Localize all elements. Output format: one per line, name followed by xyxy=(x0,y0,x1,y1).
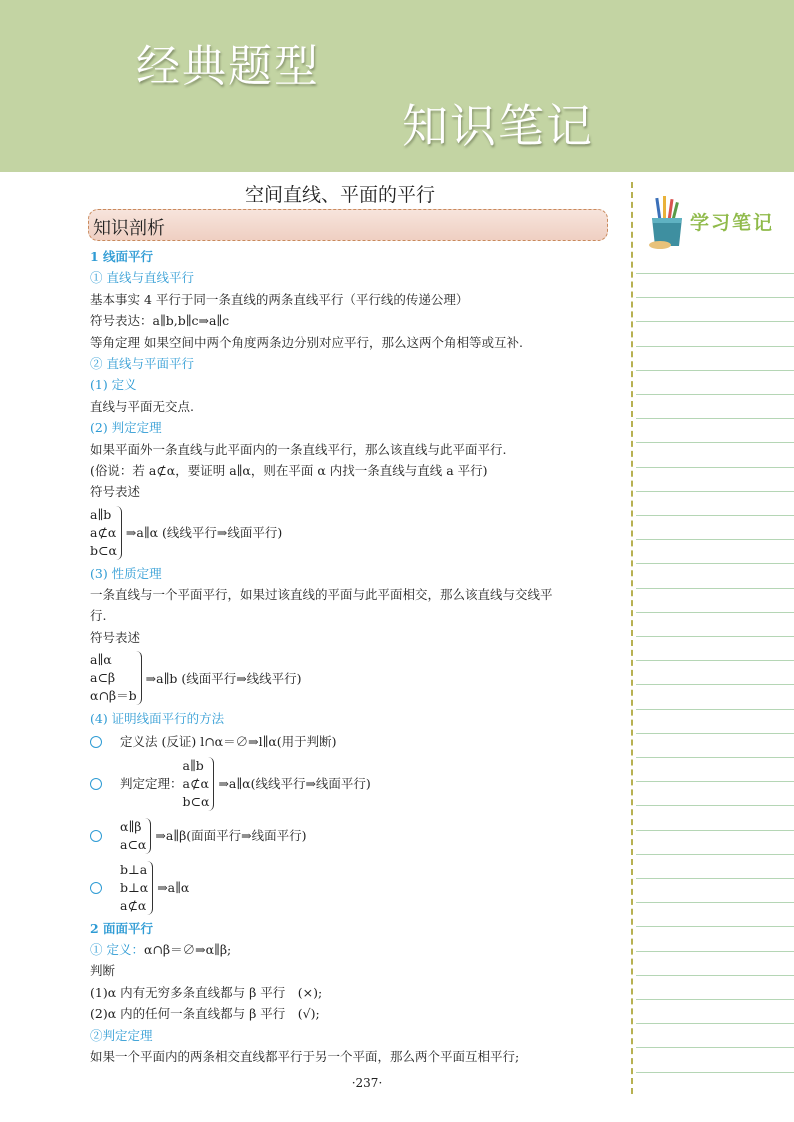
formula-conclusion: ⇒a∥α(线线平行⇒线面平行) xyxy=(218,775,371,791)
formula-line: b⊂α xyxy=(90,542,117,558)
note-line xyxy=(636,781,794,782)
note-line xyxy=(636,733,794,734)
note-line xyxy=(636,878,794,879)
subheading-line-plane: ② 直线与平面平行 xyxy=(90,355,194,371)
formula-conclusion: ⇒a∥b (线面平行⇒线线平行) xyxy=(145,670,302,686)
formula-line: α∥β xyxy=(120,818,142,834)
note-line xyxy=(636,539,794,540)
circle-bullet-icon xyxy=(90,882,102,894)
note-line xyxy=(636,346,794,347)
note-line xyxy=(636,394,794,395)
text-plane-definition xyxy=(90,939,610,960)
note-line xyxy=(636,975,794,976)
formula-line: a⊂β xyxy=(90,670,116,686)
subheading-line-line: ① 直线与直线平行 xyxy=(90,270,194,286)
note-line xyxy=(636,1047,794,1048)
note-line xyxy=(636,684,794,685)
text-judge-1: (1)α 内有无穷多条直线都与 β 平行 (×); xyxy=(90,984,323,1000)
method-row-4 xyxy=(90,858,610,918)
text-property: 一条直线与一个平面平行，如果过该直线的平面与此平面相交，那么该直线与交线平 xyxy=(90,587,553,603)
formula-line: a⊂α xyxy=(120,836,147,852)
note-line xyxy=(636,854,794,855)
header-banner xyxy=(0,0,794,172)
circle-bullet-icon xyxy=(90,830,102,842)
text-equal-angle-theorem: 等角定理 如果空间中两个角度两条边分别对应平行，那么这两个角相等或互补. xyxy=(90,334,523,350)
formula-line: a∥b xyxy=(182,757,204,773)
circle-bullet-icon xyxy=(90,736,102,748)
text-plane-criterion: 如果一个平面内的两条相交直线都平行于另一个平面，那么两个平面互相平行; xyxy=(90,1048,520,1064)
section-header xyxy=(88,209,608,241)
label-property: (3) 性质定理 xyxy=(90,565,162,581)
banner-title-line2: 知识笔记 xyxy=(402,99,594,153)
note-line xyxy=(636,442,794,443)
text-criterion: 如果平面外一条直线与此平面内的一条直线平行，那么该直线与此平面平行. xyxy=(90,441,507,457)
method-prefix: 判定定理： xyxy=(120,775,183,791)
note-line xyxy=(636,999,794,1000)
note-line xyxy=(636,926,794,927)
formula-line: a⊄α xyxy=(182,775,209,791)
notes-title: 学习笔记 xyxy=(690,212,775,234)
formula-system-1 xyxy=(90,503,282,563)
formula-line: a⊄α xyxy=(90,524,117,540)
formula-line: α∩β＝b xyxy=(90,688,137,704)
formula-line: b⊂α xyxy=(182,793,210,809)
text-definition: 直线与平面无交点. xyxy=(90,398,194,414)
page-title: 空间直线、平面的平行 xyxy=(244,184,435,206)
formula-line: a⊄α xyxy=(120,897,147,913)
note-line xyxy=(636,660,794,661)
note-line xyxy=(636,370,794,371)
note-line xyxy=(636,1023,794,1024)
note-line xyxy=(636,588,794,589)
text-axiom4: 基本事实 4 平行于同一条直线的两条直线平行（平行线的传递公理） xyxy=(90,291,469,307)
notes-divider xyxy=(631,182,633,1094)
subheading-plane-criterion: ②判定定理 xyxy=(90,1027,153,1043)
method-text: 定义法 (反证) l∩α＝∅⇒l∥α(用于判断) xyxy=(120,733,337,749)
method-row-3 xyxy=(90,814,610,858)
section-header-label: 知识剖析 xyxy=(93,218,165,239)
method-row-2 xyxy=(90,754,610,814)
label-definition: (1) 定义 xyxy=(90,377,137,393)
method-row-1 xyxy=(90,730,610,754)
formula-conclusion: ⇒a∥α xyxy=(157,879,190,895)
note-line xyxy=(636,951,794,952)
note-line xyxy=(636,1072,794,1073)
note-line xyxy=(636,805,794,806)
text-symbol-1: 符号表达：a∥b,b∥c⇒a∥c xyxy=(90,313,230,329)
text-property-cont: 行. xyxy=(90,608,107,624)
label-proof-methods: (4) 证明线面平行的方法 xyxy=(90,711,225,727)
note-line xyxy=(636,297,794,298)
page-number: ·237· xyxy=(351,1076,383,1090)
main-content xyxy=(90,246,610,1067)
formula-line: a∥α xyxy=(90,652,112,668)
note-line xyxy=(636,563,794,564)
note-line xyxy=(636,491,794,492)
note-line xyxy=(636,467,794,468)
formula-line: b⊥a xyxy=(120,861,148,877)
note-line xyxy=(636,636,794,637)
text-judge: 判断 xyxy=(90,963,116,979)
note-line xyxy=(636,273,794,274)
formula-line: a∥b xyxy=(90,506,112,522)
text-judge-2: (2)α 内的任何一条直线都与 β 平行 (√); xyxy=(90,1006,320,1022)
pencil-cup-icon xyxy=(646,196,688,252)
label-criterion: (2) 判定定理 xyxy=(90,420,162,436)
circle-bullet-icon xyxy=(90,778,102,790)
text-symbol-label-2: 符号表述 xyxy=(90,629,141,645)
note-line xyxy=(636,709,794,710)
banner-title-line1: 经典题型 xyxy=(136,41,320,92)
definition-label: ① 定义： xyxy=(90,942,144,958)
note-line xyxy=(636,612,794,613)
note-line xyxy=(636,830,794,831)
heading-line-plane-parallel: 1 线面平行 xyxy=(90,249,154,264)
formula-system-2 xyxy=(90,648,302,708)
formula-conclusion: ⇒a∥α (线线平行⇒线面平行) xyxy=(125,524,283,540)
text-symbol-label-1: 符号表述 xyxy=(90,484,141,500)
definition-formula: α∩β＝∅⇒α∥β; xyxy=(143,942,232,958)
formula-line: b⊥α xyxy=(120,879,149,895)
text-colloquial: (俗说：若 a⊄α，要证明 a∥α，则在平面 α 内找一条直线与直线 a 平行) xyxy=(90,462,488,478)
note-line xyxy=(636,757,794,758)
note-line xyxy=(636,418,794,419)
formula-conclusion: ⇒a∥β(面面平行⇒线面平行) xyxy=(155,827,307,843)
note-line xyxy=(636,515,794,516)
note-line xyxy=(636,321,794,322)
heading-plane-plane-parallel: 2 面面平行 xyxy=(90,920,154,936)
note-line xyxy=(636,902,794,903)
